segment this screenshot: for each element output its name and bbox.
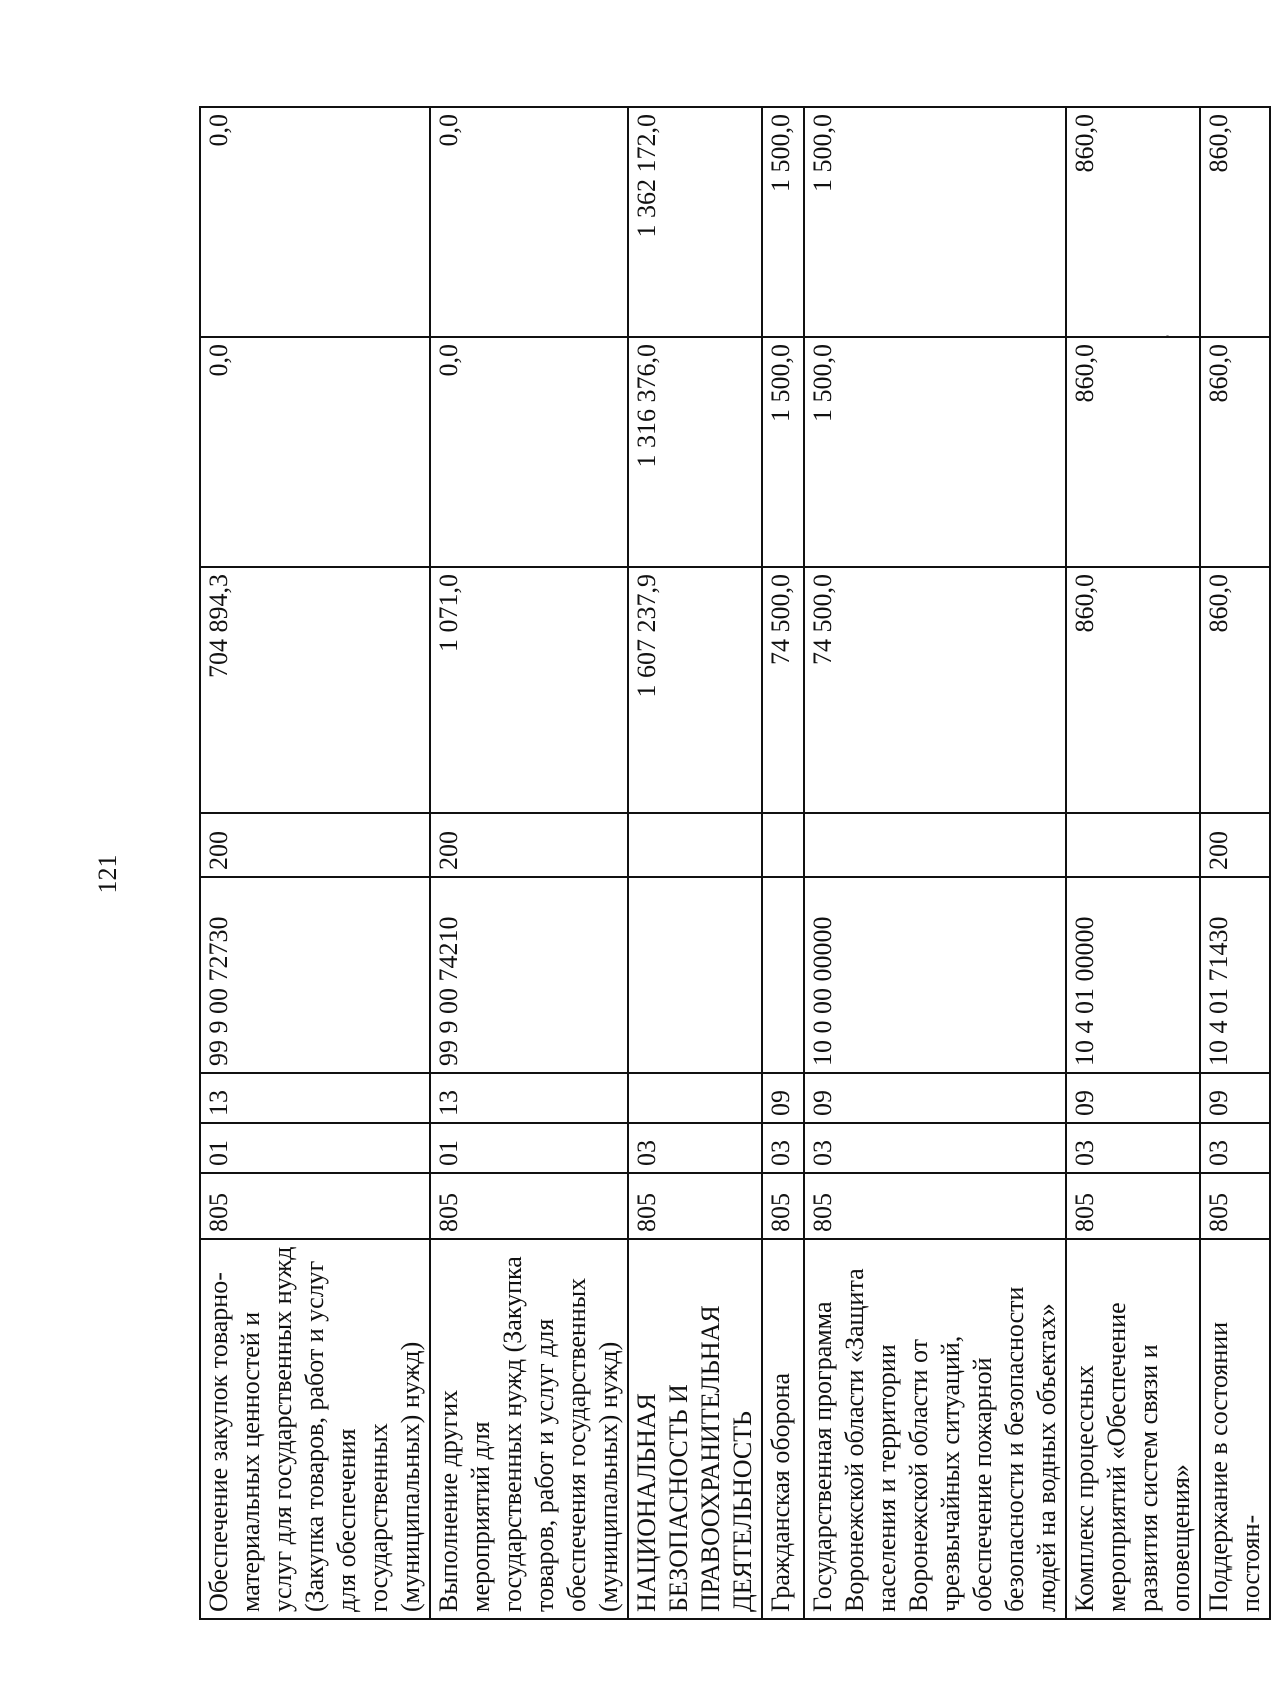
section-code: 03 (1200, 1123, 1270, 1173)
amount-year-3: 860,0 (1200, 107, 1270, 337)
amount-year-2: 860,0 (1200, 337, 1270, 567)
budget-table-rotated (199, 108, 1265, 1620)
amount-year-3: 1 500,0 (762, 107, 804, 337)
row-name: Гражданская оборона (762, 1239, 804, 1619)
expense-type-code: 200 (1200, 813, 1270, 877)
target-article-code: 10 0 00 00000 (804, 877, 1066, 1073)
amount-year-2: 1 316 376,0 (628, 337, 762, 567)
amount-year-2: 860,0 (1066, 337, 1200, 567)
amount-year-2: 0,0 (430, 337, 628, 567)
expense-type-code: 200 (430, 813, 628, 877)
section-code: 01 (200, 1123, 430, 1173)
table-row (200, 107, 430, 1619)
subsection-code: 09 (804, 1073, 1066, 1123)
target-article-code: 99 9 00 74210 (430, 877, 628, 1073)
page-number: 121 (93, 854, 122, 894)
target-article-code: 10 4 01 71430 (1200, 877, 1270, 1073)
subsection-code: 13 (430, 1073, 628, 1123)
amount-year-3: 1 500,0 (804, 107, 1066, 337)
target-article-code (762, 877, 804, 1073)
amount-year-1: 1 607 237,9 (628, 567, 762, 813)
budget-table (199, 106, 1271, 1620)
table-row (762, 107, 804, 1619)
amount-year-1: 1 071,0 (430, 567, 628, 813)
section-code: 03 (628, 1123, 762, 1173)
amount-year-2: 1 500,0 (762, 337, 804, 567)
amount-year-1: 74 500,0 (804, 567, 1066, 813)
amount-year-3: 1 362 172,0 (628, 107, 762, 337)
expense-type-code (762, 813, 804, 877)
subsection-code: 09 (762, 1073, 804, 1123)
subsection-code: 09 (1066, 1073, 1200, 1123)
section-code: 03 (762, 1123, 804, 1173)
target-article-code (628, 877, 762, 1073)
expense-type-code (1066, 813, 1200, 877)
section-code: 03 (1066, 1123, 1200, 1173)
table-row (430, 107, 628, 1619)
target-article-code: 10 4 01 00000 (1066, 877, 1200, 1073)
grbs-code: 805 (200, 1173, 430, 1239)
table-row (1200, 107, 1270, 1619)
table-row (1066, 107, 1200, 1619)
target-article-code: 99 9 00 72730 (200, 877, 430, 1073)
expense-type-code (804, 813, 1066, 877)
section-code: 03 (804, 1123, 1066, 1173)
amount-year-1: 860,0 (1200, 567, 1270, 813)
grbs-code: 805 (1200, 1173, 1270, 1239)
subsection-code (628, 1073, 762, 1123)
expense-type-code (628, 813, 762, 877)
row-name: Поддержание в состоянии постоян- (1200, 1239, 1270, 1619)
row-name: НАЦИОНАЛЬНАЯ БЕЗОПАСНОСТЬ И ПРАВООХРАНИТЕЛЬНАЯ ДЕЯТЕЛЬНОСТЬ (628, 1239, 762, 1619)
grbs-code: 805 (762, 1173, 804, 1239)
amount-year-1: 704 894,3 (200, 567, 430, 813)
amount-year-3: 0,0 (430, 107, 628, 337)
row-name: Выполнение других мероприятий для государственных нужд (Закупка товаров, работ и услуг для обеспечения государственных (муниципальных) нужд) (430, 1239, 628, 1619)
row-name: Обеспечение закупок товарно-материальных ценностей и услуг для государственных нужд (Закупка товаров, работ и услуг для обеспечения государственных (муниципальных) нужд) (200, 1239, 430, 1619)
section-code: 01 (430, 1123, 628, 1173)
row-name: Комплекс процессных мероприятий «Обеспечение развития систем связи и оповещения» (1066, 1239, 1200, 1619)
amount-year-1: 74 500,0 (762, 567, 804, 813)
table-row (804, 107, 1066, 1619)
expense-type-code: 200 (200, 813, 430, 877)
amount-year-3: 0,0 (200, 107, 430, 337)
subsection-code: 09 (1200, 1073, 1270, 1123)
grbs-code: 805 (430, 1173, 628, 1239)
amount-year-2: 1 500,0 (804, 337, 1066, 567)
grbs-code: 805 (1066, 1173, 1200, 1239)
amount-year-2: 0,0 (200, 337, 430, 567)
row-name: Государственная программа Воронежской области «Защита населения и территории Воронежской области от чрезвычайных ситуаций, обеспечение пожарной безопасности и безопасности людей на водных объектах» (804, 1239, 1066, 1619)
amount-year-3: 860,0 (1066, 107, 1200, 337)
amount-year-1: 860,0 (1066, 567, 1200, 813)
grbs-code: 805 (804, 1173, 1066, 1239)
grbs-code: 805 (628, 1173, 762, 1239)
table-row (628, 107, 762, 1619)
subsection-code: 13 (200, 1073, 430, 1123)
